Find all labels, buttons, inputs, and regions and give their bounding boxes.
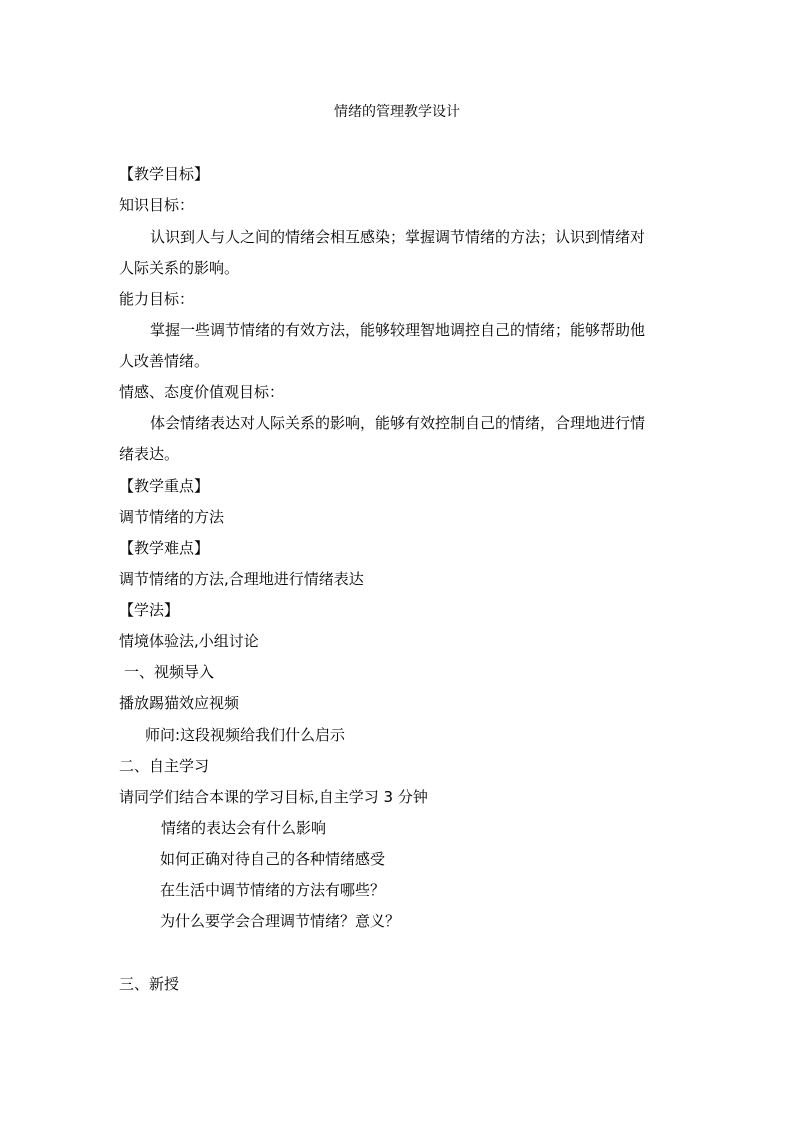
section-2-question: 如何正确对待自己的各种情绪感受 [160,850,386,868]
document-title: 情绪的管理教学设计 [334,104,460,120]
key-points-heading: 【教学重点】 [119,477,210,495]
section-3-heading: 三、新授 [119,975,180,993]
ability-objective-line-1: 掌握一些调节情绪的有效方法，能够较理智地调控自己的情绪；能够帮助他 [150,321,646,339]
knowledge-objective-line-2: 人际关系的影响。 [119,259,240,277]
difficulties-heading: 【教学难点】 [119,539,210,557]
section-2-intro: 请同学们结合本课的学习目标,自主学习 3 分钟 [119,788,428,806]
method-heading: 【学法】 [119,601,180,619]
section-2-question: 为什么要学会合理调节情绪？意义？ [160,912,401,930]
section-2-question: 情绪的表达会有什么影响 [161,819,327,837]
difficulties-text: 调节情绪的方法,合理地进行情绪表达 [119,570,364,588]
section-1-line-2: 师问:这段视频给我们什么启示 [145,726,346,744]
emotion-objective-line-1: 体会情绪表达对人际关系的影响，能够有效控制自己的情绪，合理地进行情 [150,414,646,432]
emotion-objective-line-2: 绪表达。 [119,445,180,463]
ability-objective-line-2: 人改善情绪。 [119,352,210,370]
emotion-objective-label: 情感、态度价值观目标： [119,383,285,401]
knowledge-objective-line-1: 认识到人与人之间的情绪会相互感染；掌握调节情绪的方法；认识到情绪对 [150,228,646,246]
section-2-question: 在生活中调节情绪的方法有哪些？ [160,881,386,899]
section-1-line-1: 播放踢猫效应视频 [119,694,240,712]
objectives-heading: 【教学目标】 [119,165,210,183]
section-1-heading: 一、视频导入 [124,663,215,681]
key-points-text: 调节情绪的方法 [119,508,225,526]
ability-objective-label: 能力目标： [119,290,195,308]
method-text: 情境体验法,小组讨论 [119,632,259,650]
knowledge-objective-label: 知识目标： [119,196,195,214]
section-2-heading: 二、自主学习 [119,757,210,775]
